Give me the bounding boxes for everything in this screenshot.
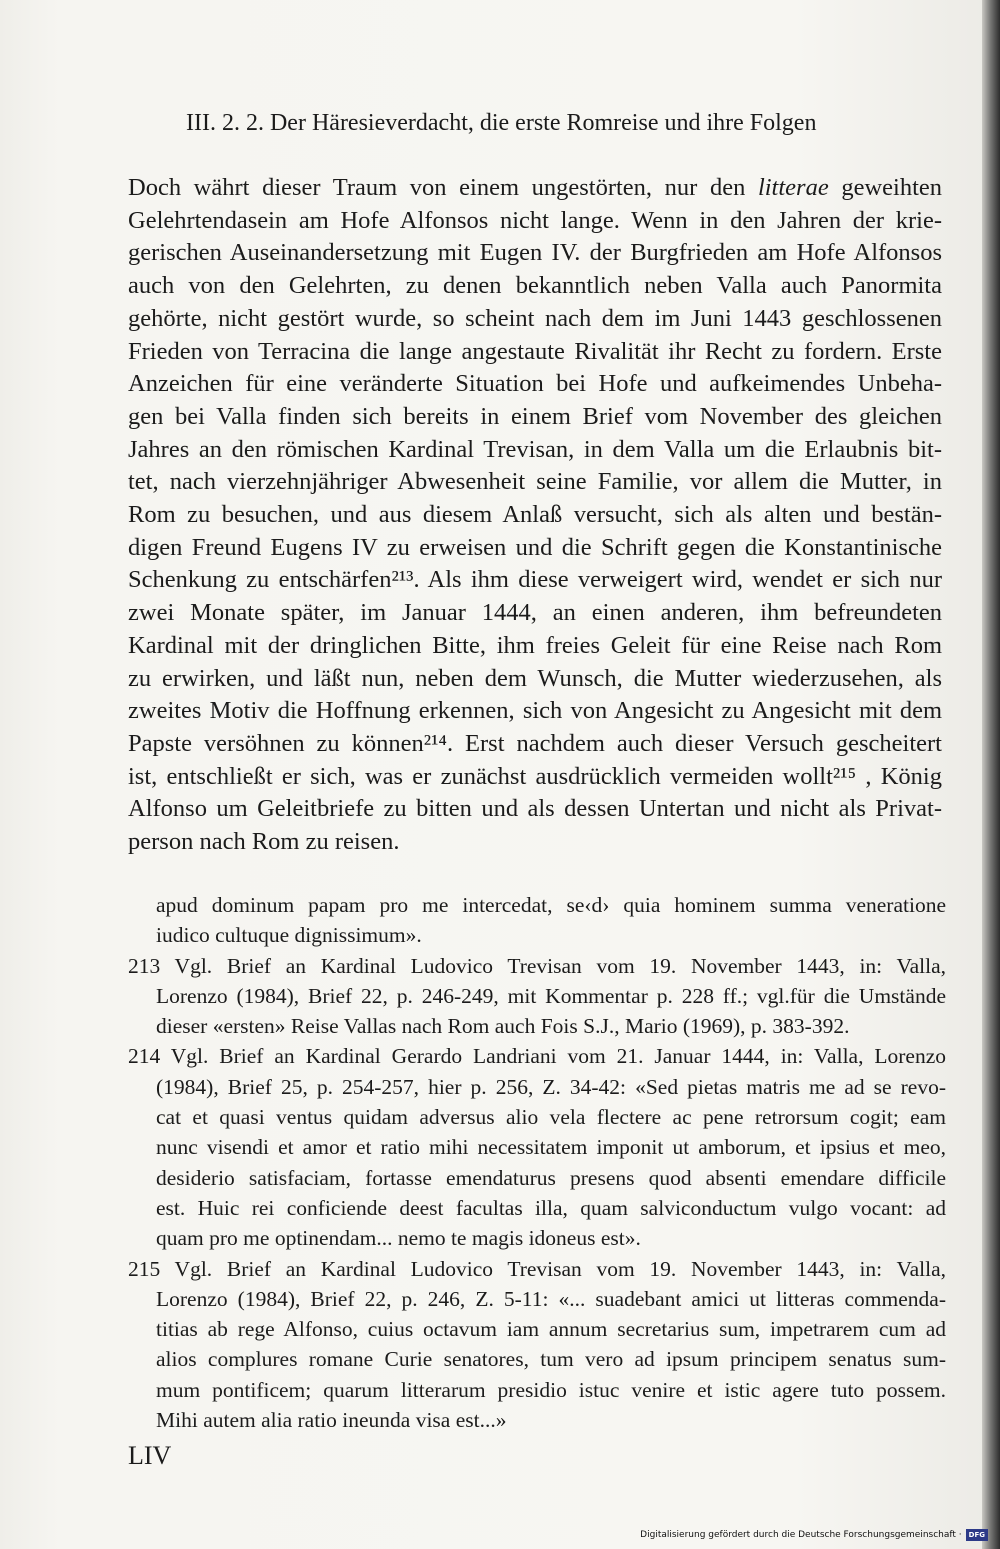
footer-credit	[640, 1529, 988, 1541]
body-line: person nach Rom zu reisen.	[128, 828, 400, 856]
body-line: gehörte, nicht gestört wurde, so scheint nach dem im Juni 1443 geschlossenen	[128, 304, 942, 332]
body-line: Alfonso um Geleitbriefe zu bitten und als dessen Untertan und nicht als Privat-	[128, 795, 942, 823]
footnote-line: Mihi autem alia ratio ineunda visa est...»	[156, 1408, 507, 1433]
footnote-line: apud dominum papam pro me intercedat, se‹d› quia hominem summa veneratione	[156, 893, 946, 917]
footnote-line: titias ab rege Alfonso, cuius octavum iam annum secretarius sum, impetrarem cum ad	[156, 1317, 946, 1342]
footnote-line: Lorenzo (1984), Brief 22, p. 246, Z. 5-11: «... suadebant amici ut litteras commenda-	[156, 1286, 946, 1311]
footnotes	[128, 890, 946, 1435]
footnote-line: alios complures romane Curie senatores, tum vero ad ipsum principem senatus sum-	[156, 1347, 946, 1372]
body-line: zweites Motiv die Hoffnung erkennen, sich von Angesicht zu Angesicht mit dem	[128, 697, 942, 725]
footnote-line: quam pro me optinendam... nemo te magis idoneus est».	[156, 1226, 641, 1251]
book-spine-shadow	[982, 0, 1000, 1549]
body-line: ist, entschließt er sich, was er zunächst ausdrücklich vermeiden wollt²¹⁵ , König	[128, 762, 942, 790]
body-line: gen bei Valla finden sich bereits in einem Brief vom November des gleichen	[128, 402, 942, 430]
footnote-line: mum pontificem; quarum litterarum presidio istuc venire et istic agere tuto possem.	[156, 1377, 946, 1402]
footnote-line: 213 Vgl. Brief an Kardinal Ludovico Trevisan vom 19. November 1443, in: Valla,	[128, 953, 946, 978]
body-line: Gelehrtendasein am Hofe Alfonsos nicht lange. Wenn in den Jahren der krie-	[128, 206, 942, 234]
footnote-line: cat et quasi ventus quidam adversus alio vela flectere ac pene retrorsum cogit; eam	[156, 1105, 946, 1130]
body-line: Schenkung zu entschärfen²¹³. Als ihm diese verweigert wird, wendet er sich nur	[128, 566, 942, 594]
body-line: Doch währt dieser Traum von einem ungestörten, nur den litterae geweihten	[128, 174, 942, 201]
body-line: Anzeichen für eine veränderte Situation bei Hofe und aufkeimendes Unbeha-	[128, 370, 942, 398]
section-heading: III. 2. 2. Der Häresieverdacht, die erste Romreise und ihre Folgen	[186, 110, 817, 136]
page-number: LIV	[128, 1441, 172, 1470]
body-line: zwei Monate später, im Januar 1444, an einen anderen, ihm befreundeten	[128, 599, 942, 627]
footer-text: Digitalisierung gefördert durch die Deutsche Forschungsgemeinschaft ·	[640, 1530, 962, 1540]
footnote-line: Lorenzo (1984), Brief 22, p. 246-249, mit Kommentar p. 228 ff.; vgl.für die Umstände	[156, 983, 946, 1008]
body-paragraph	[128, 172, 942, 859]
dfg-logo-icon: DFG	[966, 1529, 988, 1541]
footnote-line: desiderio satisfaciam, fortasse emendaturus presens quod absenti emendare difficile	[156, 1165, 946, 1190]
body-line: Rom zu besuchen, und aus diesem Anlaß versucht, sich als alten und bestän-	[128, 501, 942, 529]
body-line: tet, nach vierzehnjähriger Abwesenheit seine Familie, vor allem die Mutter, in	[128, 468, 942, 496]
footnote-line: est. Huic rei conficiende deest facultas illa, quam salviconductum vulgo vocant: ad	[156, 1195, 946, 1220]
body-line: digen Freund Eugens IV zu erweisen und die Schrift gegen die Konstantinische	[128, 533, 942, 561]
footnote-line: (1984), Brief 25, p. 254-257, hier p. 256, Z. 34-42: «Sed pietas matris me ad se revo-	[156, 1074, 946, 1099]
footnote-line: nunc visendi et amor et ratio mihi necessitatem imponit ut amborum, et ipsius et meo,	[156, 1135, 946, 1160]
body-line: zu erwirken, und läßt nun, neben dem Wunsch, die Mutter wiederzusehen, als	[128, 664, 942, 692]
body-line: Kardinal mit der dringlichen Bitte, ihm freies Geleit für eine Reise nach Rom	[128, 631, 942, 659]
body-line: Papste versöhnen zu können²¹⁴. Erst nachdem auch dieser Versuch gescheitert	[128, 729, 942, 757]
footnote-line: 214 Vgl. Brief an Kardinal Gerardo Landriani vom 21. Januar 1444, in: Valla, Lorenzo	[128, 1044, 946, 1069]
body-line: auch von den Gelehrten, zu denen bekanntlich neben Valla auch Panormita	[128, 272, 942, 300]
body-line: Frieden von Terracina die lange angestaute Rivalität ihr Recht zu fordern. Erste	[128, 337, 942, 365]
body-line: Jahres an den römischen Kardinal Trevisan, in dem Valla um die Erlaubnis bit-	[128, 435, 942, 463]
footnote-line: 215 Vgl. Brief an Kardinal Ludovico Trevisan vom 19. November 1443, in: Valla,	[128, 1256, 946, 1281]
body-line: gerischen Auseinandersetzung mit Eugen IV. der Burgfrieden am Hofe Alfonsos	[128, 239, 942, 267]
footnote-line: dieser «ersten» Reise Vallas nach Rom auch Fois S.J., Mario (1969), p. 383-392.	[156, 1014, 850, 1039]
footnote-line: iudico cultuque dignissimum».	[156, 923, 422, 948]
